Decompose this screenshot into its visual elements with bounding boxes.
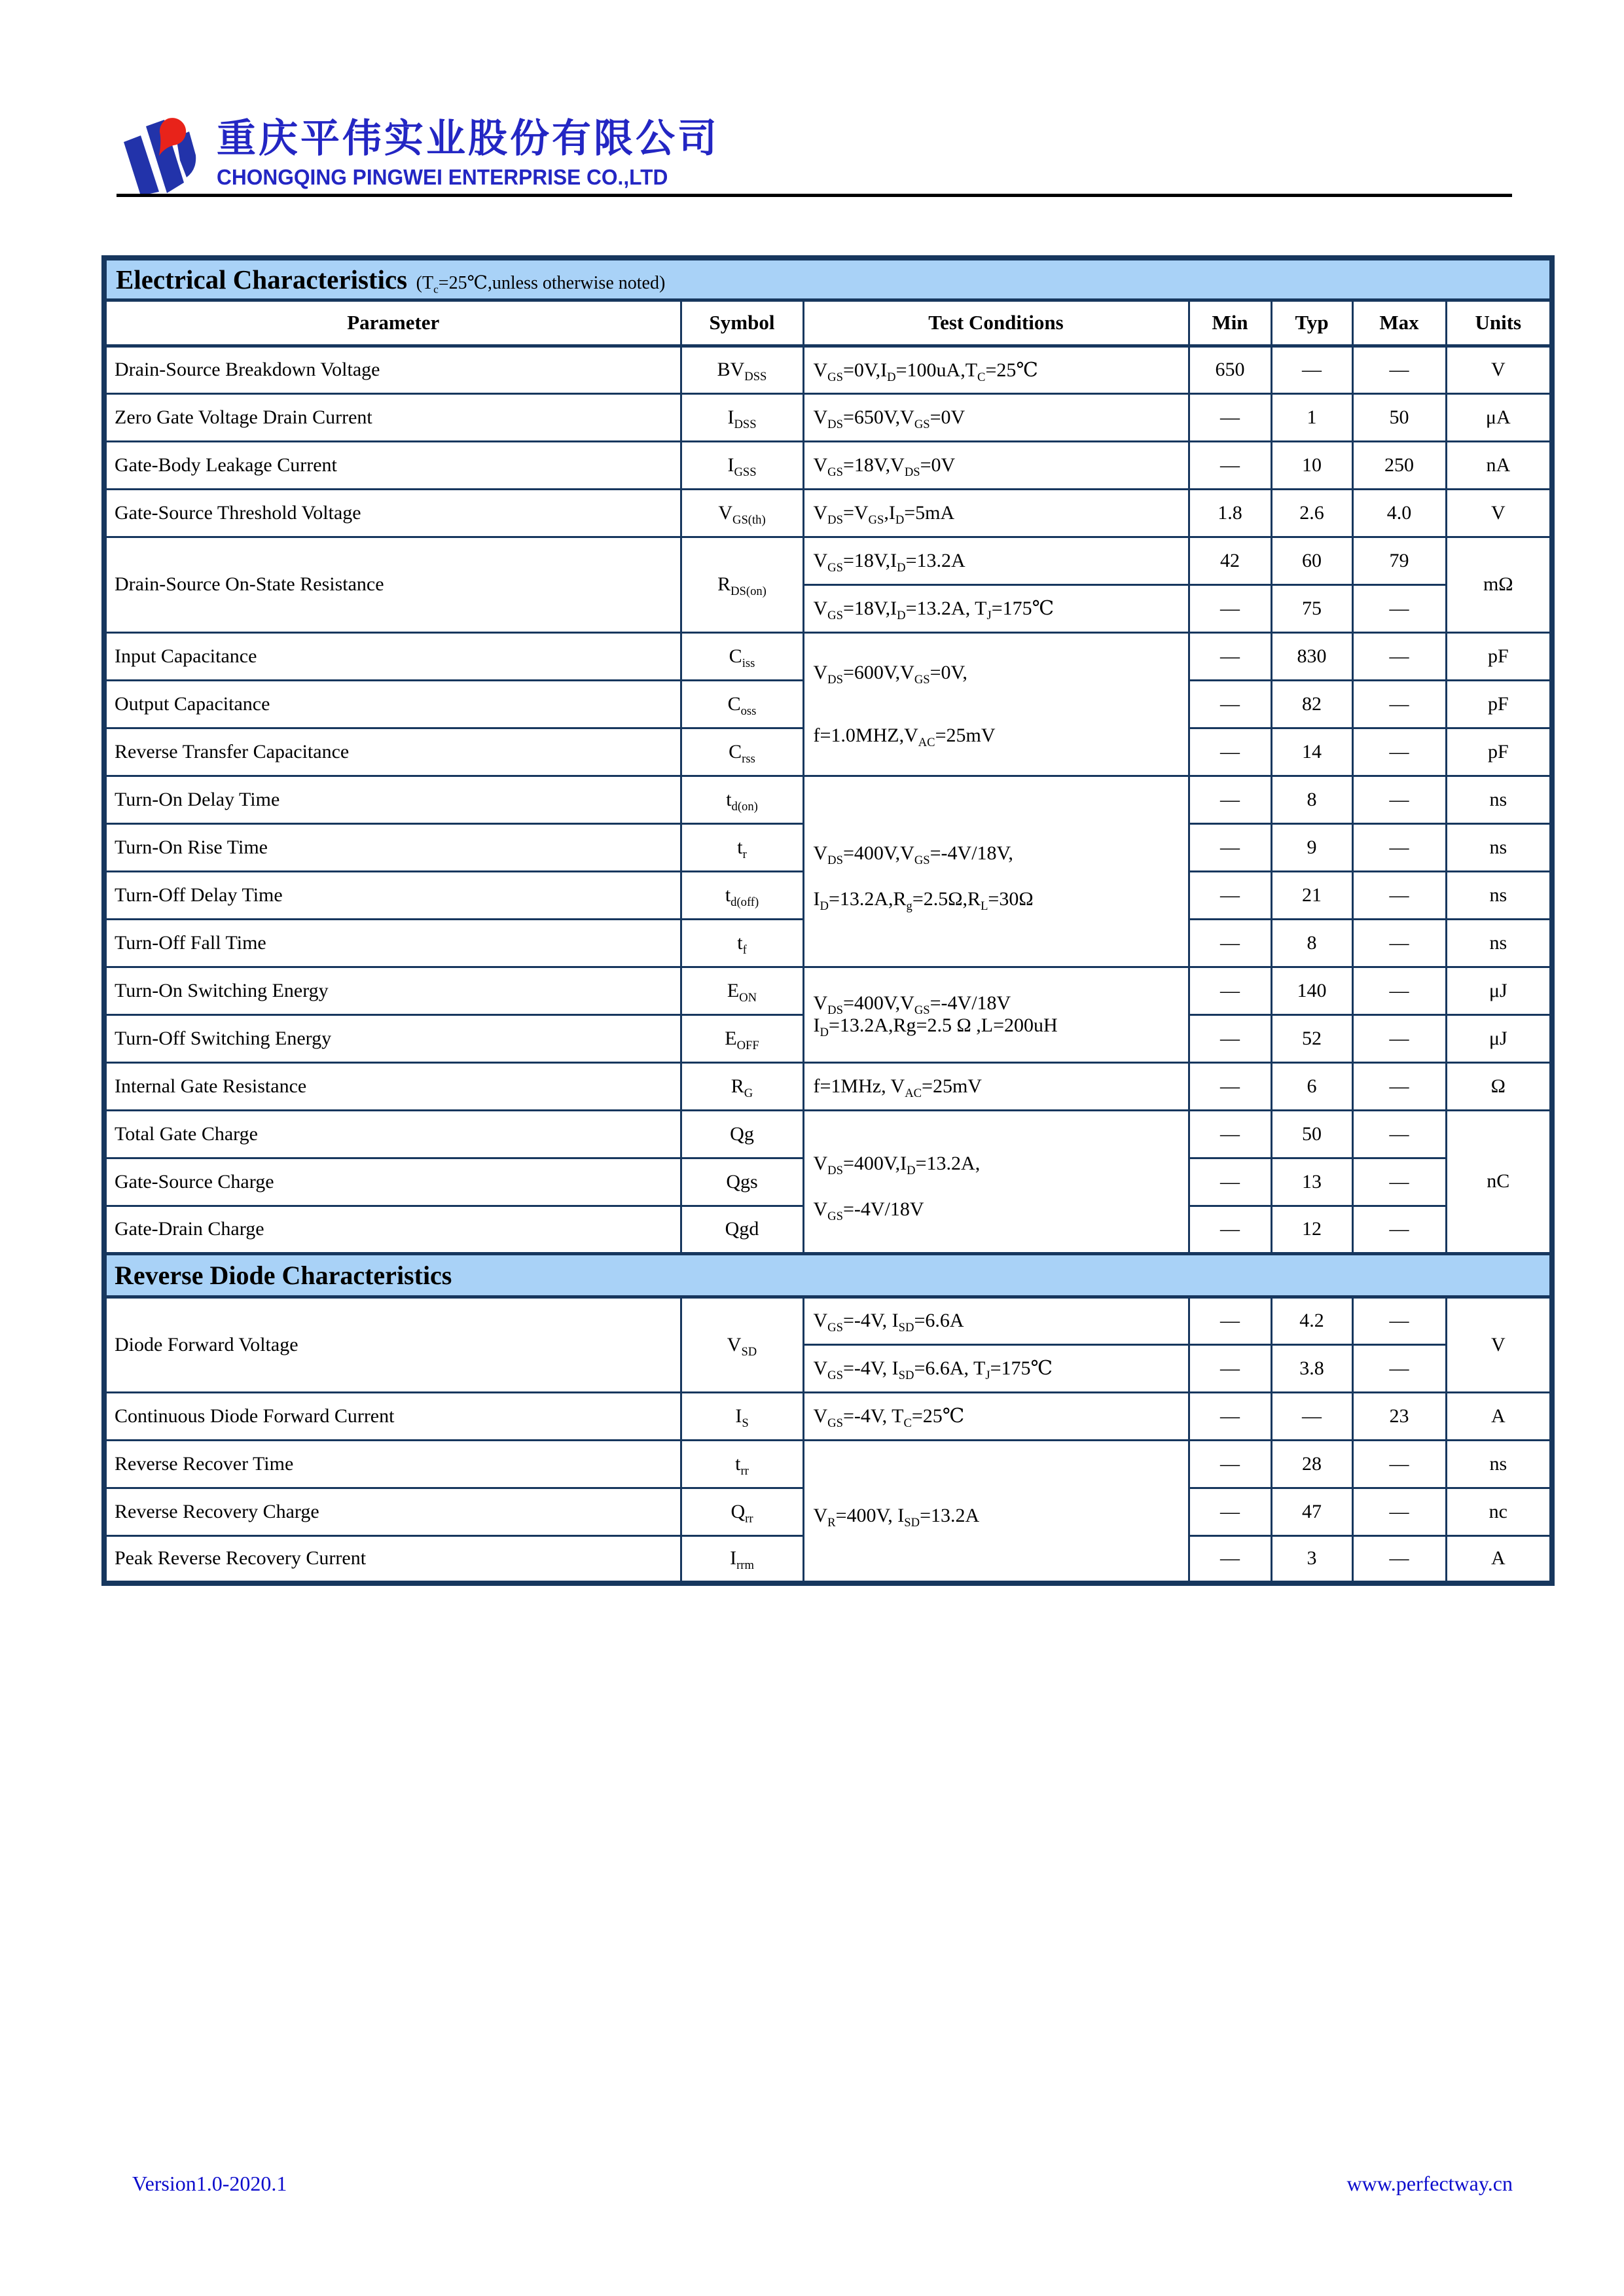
conditions-line: $I_D=13.2A,Rg=2.5$ Ω ,L=200uH [813, 1014, 1058, 1039]
units-cell: μJ [1446, 967, 1552, 1014]
max-cell: — [1352, 967, 1446, 1014]
min-cell: — [1189, 1488, 1271, 1535]
parameter-cell: Turn-Off Delay Time [104, 871, 681, 919]
conditions-line: $V_R=400V$, $I_{SD}=13.2A$ [813, 1505, 980, 1530]
typ-cell: 75 [1271, 584, 1352, 632]
min-cell: — [1189, 393, 1271, 441]
min-cell: — [1189, 1206, 1271, 1253]
max-cell: 4.0 [1352, 489, 1446, 537]
min-cell: — [1189, 1440, 1271, 1488]
section-header-row [104, 1253, 1552, 1297]
min-cell: — [1189, 1535, 1271, 1583]
table-row [104, 1440, 1552, 1488]
conditions-cell: $V_{GS}=18V,V_{DS}=0V$ [803, 441, 1189, 489]
symbol-cell: $E_{ON}$ [681, 967, 803, 1014]
conditions-cell [803, 1440, 1189, 1583]
symbol-cell: $t_{rr}$ [681, 1440, 803, 1488]
company-header [121, 115, 719, 198]
typ-cell: 8 [1271, 776, 1352, 823]
min-cell: — [1189, 680, 1271, 728]
typ-cell: 52 [1271, 1014, 1352, 1062]
units-cell: ns [1446, 919, 1552, 967]
min-cell: — [1189, 1158, 1271, 1206]
col-header-units: Units [1446, 300, 1552, 346]
parameter-cell: Turn-Off Switching Energy [104, 1014, 681, 1062]
parameter-cell: Gate-Drain Charge [104, 1206, 681, 1253]
conditions-cell: $V_{GS}=-4V$, $I_{SD}=6.6A$, $T_J=175℃$ [803, 1344, 1189, 1392]
max-cell: — [1352, 346, 1446, 393]
table-row [104, 441, 1552, 489]
symbol-cell: $t_f$ [681, 919, 803, 967]
max-cell: — [1352, 584, 1446, 632]
min-cell: — [1189, 1062, 1271, 1110]
table-row [104, 967, 1552, 1014]
symbol-cell: $V_{SD}$ [681, 1297, 803, 1392]
symbol-cell: $V_{GS(th)}$ [681, 489, 803, 537]
conditions-cell [803, 1110, 1189, 1253]
max-cell: 79 [1352, 537, 1446, 584]
conditions-cell: $V_{GS}=18V,I_D=13.2A$, $T_J=175℃$ [803, 584, 1189, 632]
max-cell: — [1352, 1062, 1446, 1110]
parameter-cell: Peak Reverse Recovery Current [104, 1535, 681, 1583]
typ-cell: — [1271, 1392, 1352, 1440]
max-cell: — [1352, 1488, 1446, 1535]
typ-cell: 1 [1271, 393, 1352, 441]
max-cell: 23 [1352, 1392, 1446, 1440]
units-cell: V [1446, 1297, 1552, 1392]
parameter-cell: Reverse Recover Time [104, 1440, 681, 1488]
conditions-line: $I_D=13.2A,R_g=2.5\Omega,R_L=30\Omega$ [813, 888, 1034, 913]
max-cell: — [1352, 1014, 1446, 1062]
parameter-cell: Drain-Source On-State Resistance [104, 537, 681, 632]
max-cell: — [1352, 1297, 1446, 1344]
conditions-cell [803, 632, 1189, 776]
units-cell: ns [1446, 823, 1552, 871]
symbol-cell: Qgd [681, 1206, 803, 1253]
min-cell: — [1189, 441, 1271, 489]
max-cell: — [1352, 632, 1446, 680]
min-cell: — [1189, 823, 1271, 871]
parameter-cell: Turn-On Delay Time [104, 776, 681, 823]
parameter-cell: Reverse Recovery Charge [104, 1488, 681, 1535]
typ-cell: 50 [1271, 1110, 1352, 1158]
symbol-cell: $t_{d(on)}$ [681, 776, 803, 823]
max-cell: — [1352, 1206, 1446, 1253]
units-cell: A [1446, 1535, 1552, 1583]
conditions-cell: $V_{GS}=-4V$, $T_C=25℃$ [803, 1392, 1189, 1440]
typ-cell: 2.6 [1271, 489, 1352, 537]
min-cell: — [1189, 967, 1271, 1014]
min-cell: — [1189, 776, 1271, 823]
units-cell: nc [1446, 1488, 1552, 1535]
website-link[interactable]: www.perfectway.cn [1346, 2172, 1513, 2195]
typ-cell: 3 [1271, 1535, 1352, 1583]
units-cell: μJ [1446, 1014, 1552, 1062]
max-cell: 250 [1352, 441, 1446, 489]
col-header-max: Max [1352, 300, 1446, 346]
conditions-cell: f=1MHz, $V_{AC}=25mV$ [803, 1062, 1189, 1110]
company-name-cn: 重庆平伟实业股份有限公司 [217, 117, 719, 160]
parameter-cell: Drain-Source Breakdown Voltage [104, 346, 681, 393]
units-cell: V [1446, 489, 1552, 537]
parameter-cell: Turn-On Rise Time [104, 823, 681, 871]
version-label: Version1.0-2020.1 [132, 2172, 287, 2195]
max-cell: — [1352, 823, 1446, 871]
table-row [104, 632, 1552, 680]
typ-cell: 9 [1271, 823, 1352, 871]
table-row [104, 1062, 1552, 1110]
parameter-cell: Zero Gate Voltage Drain Current [104, 393, 681, 441]
conditions-cell: $V_{DS}=V_{GS},I_D=5mA$ [803, 489, 1189, 537]
parameter-cell: Turn-On Switching Energy [104, 967, 681, 1014]
min-cell: — [1189, 1392, 1271, 1440]
units-cell: pF [1446, 632, 1552, 680]
table-row [104, 393, 1552, 441]
units-cell: mΩ [1446, 537, 1552, 632]
company-names [217, 115, 719, 192]
symbol-cell: $t_{d(off)}$ [681, 871, 803, 919]
units-cell: pF [1446, 728, 1552, 776]
parameter-cell: Gate-Source Threshold Voltage [104, 489, 681, 537]
symbol-cell: $C_{rss}$ [681, 728, 803, 776]
min-cell: — [1189, 1344, 1271, 1392]
parameter-cell: Total Gate Charge [104, 1110, 681, 1158]
col-header-typ: Typ [1271, 300, 1352, 346]
symbol-cell: $Q_{rr}$ [681, 1488, 803, 1535]
typ-cell: 28 [1271, 1440, 1352, 1488]
typ-cell: — [1271, 346, 1352, 393]
symbol-cell: Qgs [681, 1158, 803, 1206]
min-cell: 650 [1189, 346, 1271, 393]
max-cell: — [1352, 871, 1446, 919]
typ-cell: 10 [1271, 441, 1352, 489]
max-cell: — [1352, 1535, 1446, 1583]
units-cell: ns [1446, 871, 1552, 919]
typ-cell: 82 [1271, 680, 1352, 728]
parameter-cell: Internal Gate Resistance [104, 1062, 681, 1110]
symbol-cell: $I_{rrm}$ [681, 1535, 803, 1583]
typ-cell: 13 [1271, 1158, 1352, 1206]
table-title-cell [104, 258, 1552, 300]
parameter-cell: Input Capacitance [104, 632, 681, 680]
parameter-cell: Gate-Body Leakage Current [104, 441, 681, 489]
parameter-cell: Turn-Off Fall Time [104, 919, 681, 967]
table-row [104, 1110, 1552, 1158]
conditions-cell: $V_{GS}=-4V$, $I_{SD}=6.6A$ [803, 1297, 1189, 1344]
conditions-line: $V_{DS}=600V,V_{GS}=0V$, [813, 661, 967, 687]
symbol-cell: Qg [681, 1110, 803, 1158]
electrical-characteristics-table [101, 255, 1549, 1586]
typ-cell: 14 [1271, 728, 1352, 776]
typ-cell: 8 [1271, 919, 1352, 967]
typ-cell: 60 [1271, 537, 1352, 584]
units-cell: ns [1446, 776, 1552, 823]
symbol-cell: $E_{OFF}$ [681, 1014, 803, 1062]
table-row [104, 776, 1552, 823]
conditions-line: $V_{GS}=-4V/18V$ [813, 1198, 924, 1223]
min-cell: — [1189, 584, 1271, 632]
max-cell: 50 [1352, 393, 1446, 441]
typ-cell: 47 [1271, 1488, 1352, 1535]
min-cell: 1.8 [1189, 489, 1271, 537]
conditions-line: $f=1.0MHZ,V_{AC}=25mV$ [813, 724, 996, 749]
units-cell: nC [1446, 1110, 1552, 1253]
max-cell: — [1352, 1110, 1446, 1158]
min-cell: — [1189, 1110, 1271, 1158]
min-cell: — [1189, 632, 1271, 680]
parameter-cell: Diode Forward Voltage [104, 1297, 681, 1392]
symbol-cell: $R_{DS(on)}$ [681, 537, 803, 632]
symbol-cell: $I_{GSS}$ [681, 441, 803, 489]
conditions-cell: $V_{GS}=0V,I_D=100uA,T_C=25℃$ [803, 346, 1189, 393]
parameter-cell: Continuous Diode Forward Current [104, 1392, 681, 1440]
units-cell: ns [1446, 1440, 1552, 1488]
min-cell: 42 [1189, 537, 1271, 584]
units-cell: A [1446, 1392, 1552, 1440]
section-title: Reverse Diode Characteristics [104, 1253, 1552, 1297]
conditions-line: $V_{DS}=400V,V_{GS}=-4V/18V$, [813, 842, 1013, 867]
conditions-cell [803, 967, 1189, 1062]
table-row [104, 537, 1552, 584]
conditions-cell [803, 776, 1189, 967]
table-row [104, 1297, 1552, 1344]
typ-cell: 4.2 [1271, 1297, 1352, 1344]
conditions-cell: $V_{DS}=650V,V_{GS}=0V$ [803, 393, 1189, 441]
table-row [104, 346, 1552, 393]
typ-cell: 3.8 [1271, 1344, 1352, 1392]
table-title-note: ($T_c=25℃,unless$ otherwise noted) [416, 272, 666, 296]
parameter-cell: Gate-Source Charge [104, 1158, 681, 1206]
table-row [104, 1392, 1552, 1440]
col-header-symbol: Symbol [681, 300, 803, 346]
conditions-line: $V_{DS}=400V,V_{GS}=-4V/18V$ [813, 992, 1011, 1017]
max-cell: — [1352, 1440, 1446, 1488]
units-cell: V [1446, 346, 1552, 393]
conditions-line: $V_{DS}=400V,I_D=13.2A$, [813, 1153, 981, 1177]
col-header-test-conditions: Test Conditions [803, 300, 1189, 346]
max-cell: — [1352, 728, 1446, 776]
parameter-cell: Output Capacitance [104, 680, 681, 728]
symbol-cell: $R_G$ [681, 1062, 803, 1110]
max-cell: — [1352, 919, 1446, 967]
symbol-cell: $t_r$ [681, 823, 803, 871]
typ-cell: 140 [1271, 967, 1352, 1014]
typ-cell: 12 [1271, 1206, 1352, 1253]
table-title: Electrical Characteristics [116, 264, 408, 295]
header-divider [117, 194, 1512, 197]
typ-cell: 6 [1271, 1062, 1352, 1110]
max-cell: — [1352, 680, 1446, 728]
typ-cell: 21 [1271, 871, 1352, 919]
pingwei-logo-icon [121, 115, 198, 198]
col-header-min: Min [1189, 300, 1271, 346]
max-cell: — [1352, 1158, 1446, 1206]
min-cell: — [1189, 728, 1271, 776]
table-title-row [104, 258, 1552, 300]
max-cell: — [1352, 776, 1446, 823]
symbol-cell: $BV_{DSS}$ [681, 346, 803, 393]
parameter-cell: Reverse Transfer Capacitance [104, 728, 681, 776]
units-cell: Ω [1446, 1062, 1552, 1110]
min-cell: — [1189, 1297, 1271, 1344]
min-cell: — [1189, 871, 1271, 919]
company-name-en: CHONGQING PINGWEI ENTERPRISE CO.,LTD [217, 165, 668, 189]
min-cell: — [1189, 919, 1271, 967]
units-cell: pF [1446, 680, 1552, 728]
max-cell: — [1352, 1344, 1446, 1392]
units-cell: nA [1446, 441, 1552, 489]
col-header-parameter: Parameter [104, 300, 681, 346]
min-cell: — [1189, 1014, 1271, 1062]
column-header-row [104, 300, 1552, 346]
units-cell: μA [1446, 393, 1552, 441]
symbol-cell: $I_S$ [681, 1392, 803, 1440]
symbol-cell: $C_{oss}$ [681, 680, 803, 728]
table-row [104, 489, 1552, 537]
symbol-cell: $C_{iss}$ [681, 632, 803, 680]
conditions-cell: $V_{GS}=18V,I_D=13.2A$ [803, 537, 1189, 584]
symbol-cell: $I_{DSS}$ [681, 393, 803, 441]
typ-cell: 830 [1271, 632, 1352, 680]
